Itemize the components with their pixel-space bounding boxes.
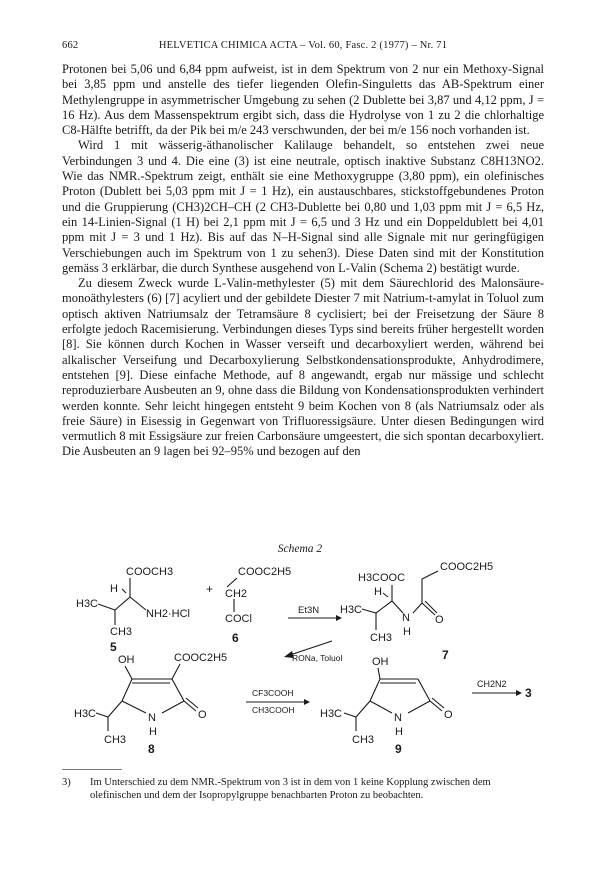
plus-sign: + bbox=[206, 582, 214, 596]
arrow-2 bbox=[284, 641, 343, 663]
c7-h3cooc: H3COOC bbox=[358, 572, 406, 584]
footnote-text: Im Unterschied zu dem NMR.-Spektrum von 3 ist in dem von 1 keine Kopplung zwischen dem olefinischen und dem der Isopropylgruppe benachbarten Proton zu beobachten. bbox=[90, 777, 491, 801]
c6-cooc2h5: COOC2H5 bbox=[238, 566, 292, 578]
c7-ch3: CH3 bbox=[370, 632, 393, 644]
c6-cocl: COCl bbox=[225, 613, 252, 625]
footnote-marker: 3) bbox=[62, 777, 71, 788]
arrow-4 bbox=[472, 679, 532, 700]
paragraph-2: Wird 1 mit wässerig-äthanolischer Kalilauge behandelt, so entstehen zwei neue Verbindungen 3 und 4. Die eine (3) ist eine neutrale, optisch inaktive Substanz C8H13NO2. Wie das NMR.-Spektrum zeigt, enthält sie eine Methoxygruppe (3,80 ppm), ein olefinisches Proton (Dublett bei 5,03 ppm mit J = 1 Hz), ein austauschbares, stickstoffgebundenes Proton und die Gruppierung (CH3)2CH–CH (2 CH3-Dublette bei 0,80 und 1,03 ppm mit J = 6,5 Hz, ein 14-Linien-Signal (1 H) bei 2,1 ppm mit J = 6,5 und 3 Hz und ein Doppeldublett bei 4,01 ppm mit J = 3 und 1 Hz). Bis auf das N–H-Signal sind alle Signale mit nur geringfügigen Verschiebungen auch im Spektrum von 1 zu sehen3). Diese Daten sind mit der Konstitution gemäss 3 erklärbar, die durch Synthese ausgehend von L-Valin (Schema 2) bestätigt wurde. bbox=[62, 138, 544, 275]
compound-8 bbox=[74, 652, 227, 756]
paragraph-1: Protonen bei 5,06 und 6,84 ppm aufweist, ist in dem Spektrum von 2 nur ein Methoxy-Signal bei 3,85 ppm und anstelle des tiefer liegenden Olefin-Singuletts das AB-Spektrum einer Methylengruppe in asymmetrischer Umgebung zu sehen (2 Dublette bei 3,87 und 4,12 ppm, J = 16 Hz). Aus dem Massenspektrum ergibt sich, dass die Hydrolyse von 1 zu 2 die chlorhaltige C8-Hälfte betrifft, da der Pik bei m/e 243 verschwunden, der bei m/e 156 noch vorhanden ist. bbox=[62, 62, 544, 138]
c5-h: H bbox=[110, 583, 118, 595]
reagent-ch3cooh: CH3COOH bbox=[252, 705, 295, 715]
c6-number: 6 bbox=[232, 631, 239, 645]
c8-h: H bbox=[149, 726, 157, 738]
paragraph-3: Zu diesem Zweck wurde L-Valin-methylester (5) mit dem Säurechlorid des Malonsäure-monoäthylesters (6) [7] acyliert und der gebildete Diester 7 mit Natrium-t-amylat in Toluol zum optisch aktiven Natriumsalz der Tetramsäure 8 cyclisiert; bei der Freisetzung der Säure 8 erfolgte jedoch Racemisierung. Verbindungen dieses Typs sind bereits früher hergestellt worden [8]. Sie können durch Kochen in Wasser verseift und decarboxyliert werden, während bei alkalischer Verseifung und Decarboxylierung Selbstkondensationsprodukte, Anhydrodimere, entstehen [9]. Diese einfache Methode, auf 8 angewandt, ergab nur mässige und schlecht reproduzierbare Ausbeuten an 9, ohne dass die Bildung von Kondensationsprodukten verhindert werden konnte. Sehr leicht hingegen entsteht 9 beim Kochen von 8 (als Natriumsalz oder als freie Säure) in Eisessig in Gegenwart von Trifluoressigsäure. Unter diesen Bedingungen wird vermutlich 8 mit Essigsäure zur freien Carbonsäure umgeestert, die sich spontan decarboxyliert. Die Ausbeuten an 9 lagen bei 92–95% und bezogen auf den bbox=[62, 276, 544, 459]
c9-h3c: H3C bbox=[320, 708, 343, 720]
c8-ch3: CH3 bbox=[104, 734, 127, 746]
c5-cooch3: COOCH3 bbox=[126, 566, 174, 578]
c8-n: N bbox=[148, 712, 156, 724]
arrow-3 bbox=[246, 688, 310, 715]
c9-n: N bbox=[394, 712, 402, 724]
c8-number: 8 bbox=[148, 742, 155, 756]
c7-number: 7 bbox=[442, 648, 449, 662]
c8-o: O bbox=[198, 709, 207, 721]
c9-h: H bbox=[395, 726, 403, 738]
c7-n: N bbox=[402, 612, 410, 624]
product-3: 3 bbox=[525, 686, 532, 700]
c5-number: 5 bbox=[110, 640, 117, 654]
c9-oh: OH bbox=[372, 656, 389, 668]
compound-7 bbox=[340, 561, 493, 662]
body-text bbox=[62, 62, 544, 460]
running-head: HELVETICA CHIMICA ACTA – Vol. 60, Fasc. 2 (1977) – Nr. 71 bbox=[158, 40, 448, 51]
page-header bbox=[62, 40, 544, 56]
c9-o: O bbox=[444, 709, 453, 721]
page-number: 662 bbox=[62, 40, 79, 51]
c7-h-n: H bbox=[403, 626, 411, 638]
compound-5 bbox=[76, 566, 190, 654]
c6-ch2: CH2 bbox=[225, 588, 248, 600]
footnote bbox=[62, 776, 544, 802]
c7-h-top: H bbox=[374, 586, 382, 598]
reagent-rona: RONa, Toluol bbox=[292, 653, 343, 663]
reaction-scheme bbox=[70, 555, 540, 760]
c5-h3c: H3C bbox=[76, 598, 99, 610]
c7-cooc2h5: COOC2H5 bbox=[440, 561, 494, 573]
c7-o: O bbox=[435, 614, 444, 626]
c8-h3c: H3C bbox=[74, 708, 97, 720]
reagent-ch2n2: CH2N2 bbox=[477, 679, 507, 689]
compound-6 bbox=[225, 566, 291, 645]
c8-oh: OH bbox=[118, 654, 135, 666]
c5-ch3: CH3 bbox=[110, 626, 133, 638]
reagent-et3n: Et3N bbox=[298, 605, 320, 616]
schema-title: Schema 2 bbox=[277, 543, 323, 555]
footnote-rule bbox=[62, 769, 122, 770]
c9-number: 9 bbox=[395, 742, 402, 756]
c9-ch3: CH3 bbox=[352, 734, 375, 746]
c5-nh2hcl: NH2·HCl bbox=[146, 608, 190, 620]
compound-9 bbox=[320, 656, 453, 756]
c7-h3c: H3C bbox=[340, 604, 363, 616]
reagent-cf3cooh: CF3COOH bbox=[252, 688, 294, 698]
c8-cooc2h5: COOC2H5 bbox=[174, 652, 228, 664]
arrow-1 bbox=[288, 605, 342, 621]
